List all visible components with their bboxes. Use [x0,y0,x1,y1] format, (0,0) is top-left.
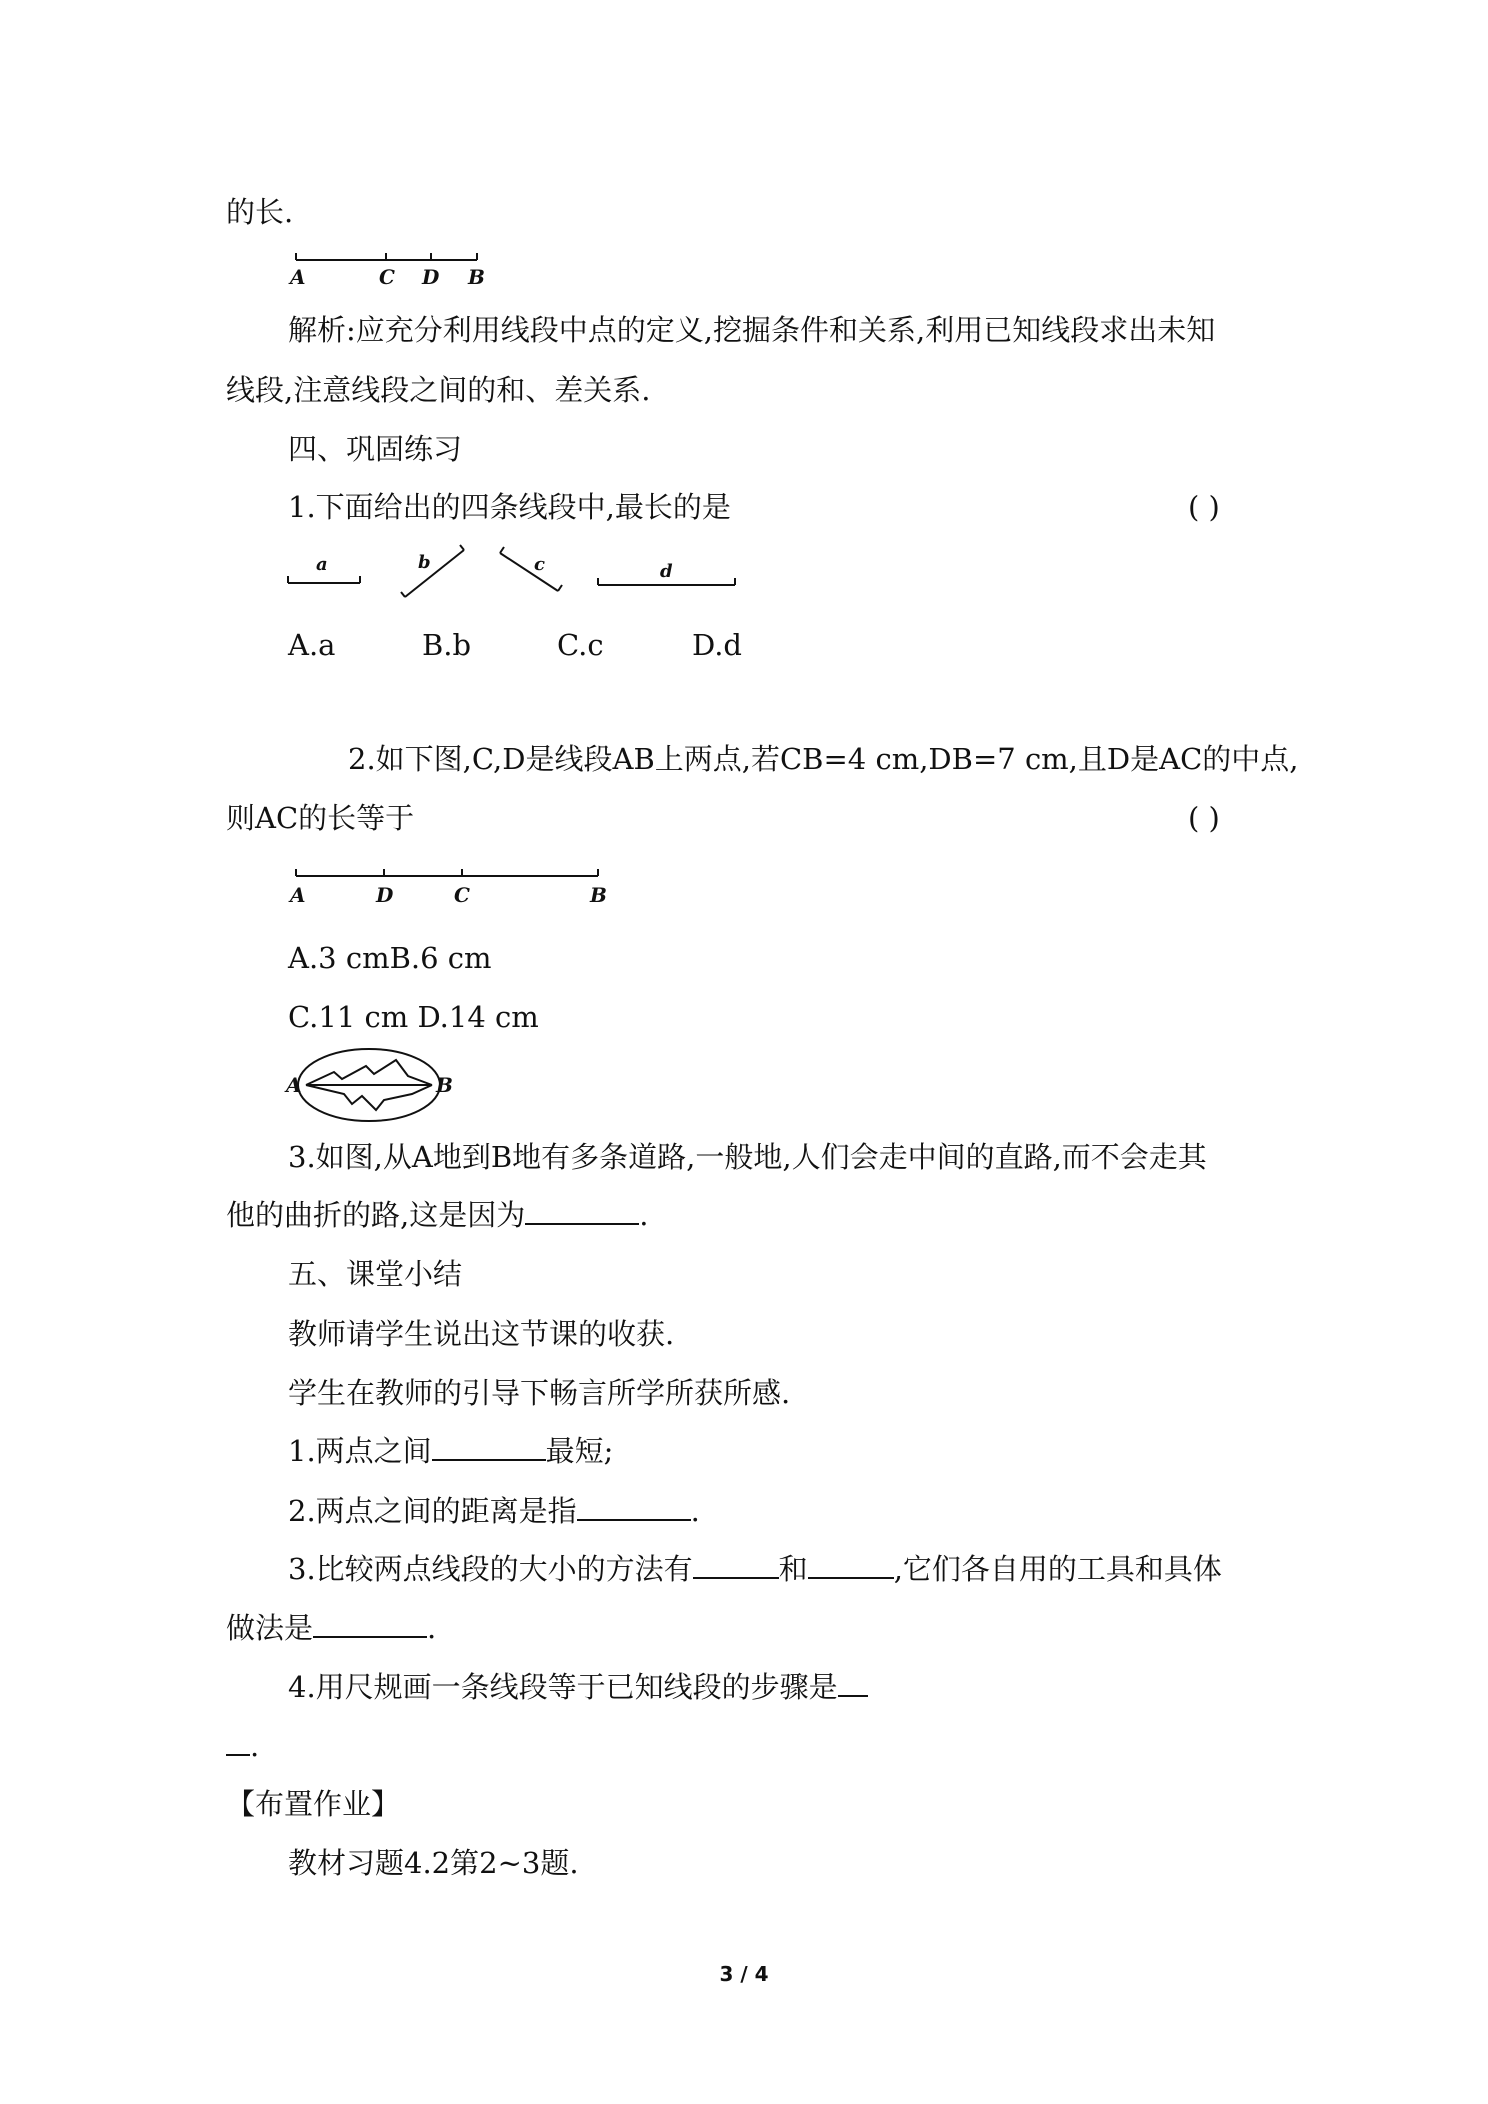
segment-b-tick [460,545,464,550]
label-a: A [286,1073,302,1097]
segment-c [500,553,558,591]
segment-figure-acdb [280,248,500,288]
label-c: c [534,554,545,575]
question-3-line2: 他的曲折的路,这是因为 . [226,1198,649,1232]
segment-b-tick [401,592,405,597]
label-a: A [290,883,306,907]
text-line: 教师请学生说出这节课的收获. [288,1317,675,1351]
segment-c-tick [558,585,562,591]
label-a: a [316,554,328,575]
answer-paren: ( ) [1188,490,1220,524]
segment-b [405,550,464,597]
four-segments-figure [280,538,750,608]
fill-blank[interactable] [808,1551,894,1579]
options-cd: C.11 cm D.14 cm [288,1000,539,1034]
text-line: 线段,注意线段之间的和、差关系. [226,373,651,407]
segment-c-tick [500,547,504,553]
label-b: B [436,1073,453,1097]
page-number: 3 / 4 [719,1962,769,1986]
analysis-line: 解析:应充分利用线段中点的定义,挖掘条件和关系,利用已知线段求出未知 [288,313,1216,347]
homework-heading: 【布置作业】 [226,1787,401,1821]
option-c: C.c [557,628,604,662]
summary-item-1: 1.两点之间 最短; [288,1434,614,1468]
option-b: B.b [422,628,472,662]
summary-item-4-line2: . [226,1728,259,1764]
fill-blank[interactable] [432,1433,546,1461]
question-2-line2: 则AC的长等于 [226,801,415,835]
label-d: D [422,265,440,289]
option-d: D.d [692,628,742,662]
option-a: A.a [288,628,336,662]
options-ab: A.3 cmB.6 cm [288,941,492,975]
segment-figure-adcb [280,862,620,906]
question-1: 1.下面给出的四条线段中,最长的是 [288,490,731,524]
fill-blank[interactable] [838,1669,868,1697]
summary-item-2: 2.两点之间的距离是指 . [288,1494,700,1528]
fill-blank[interactable] [313,1610,427,1638]
label-c: C [454,883,470,907]
question-2: 2.如下图,C,D是线段AB上两点,若CB=4 cm,DB=7 cm,且D是AC的中点, [348,742,1299,776]
fill-blank[interactable] [577,1493,691,1521]
text-line: 的长. [226,195,294,229]
label-c: C [379,265,395,289]
fill-blank[interactable] [525,1197,639,1225]
fill-blank[interactable] [693,1551,779,1579]
label-b: B [468,265,485,289]
zigzag-road-upper [306,1060,432,1085]
summary-item-3-line2: 做法是 . [226,1611,437,1645]
question-3: 3.如图,从A地到B地有多条道路,一般地,人们会走中间的直路,而不会走其 [288,1140,1207,1174]
zigzag-road-lower [306,1085,432,1110]
label-d: d [660,561,673,582]
label-a: A [290,265,306,289]
text-line: 学生在教师的引导下畅言所学所获所感. [288,1376,791,1410]
summary-item-4: 4.用尺规画一条线段等于已知线段的步骤是 [288,1669,868,1705]
summary-item-3: 3.比较两点线段的大小的方法有 和 ,它们各自用的工具和具体 [288,1552,1222,1586]
section-heading: 五、课堂小结 [288,1257,463,1291]
homework-text: 教材习题4.2第2~3题. [288,1846,579,1880]
label-d: D [376,883,394,907]
roads-figure [284,1042,464,1132]
label-b: b [418,552,431,573]
section-heading: 四、巩固练习 [288,432,463,466]
fill-blank[interactable] [226,1728,250,1756]
answer-paren: ( ) [1188,801,1220,835]
label-b: B [590,883,607,907]
